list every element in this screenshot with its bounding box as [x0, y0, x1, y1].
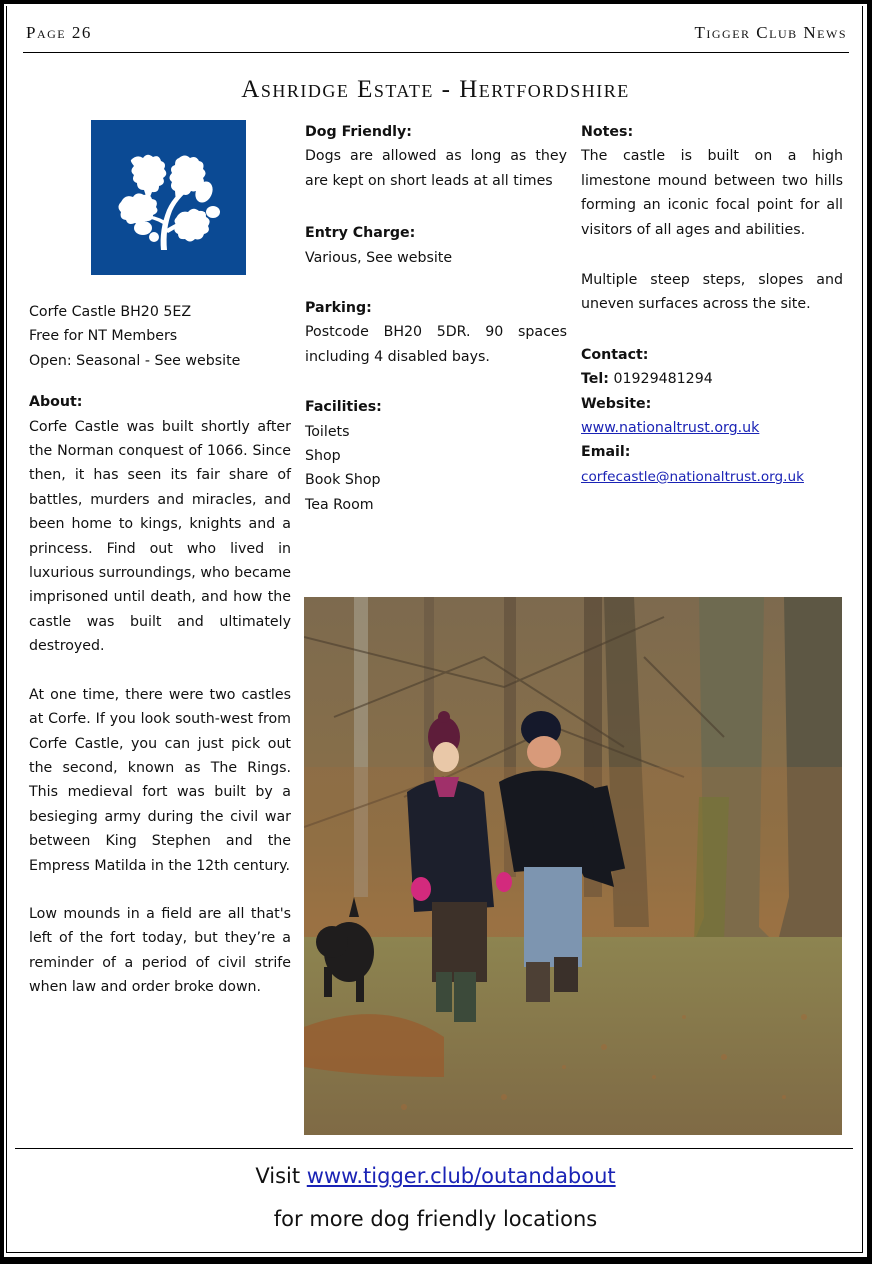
- woodland-photo-illustration: [304, 597, 842, 1135]
- facilities-heading: Facilities:: [305, 399, 382, 416]
- facility-item: Shop: [305, 448, 341, 465]
- footer-visit-line: [4, 1164, 867, 1188]
- entry-charge-heading: Entry Charge:: [305, 225, 416, 242]
- website-link[interactable]: www.nationaltrust.org.uk: [581, 420, 760, 437]
- facility-item: Tea Room: [305, 496, 374, 513]
- notes-paragraph: The castle is built on a high limestone mound between two hills forming an iconic focal point for all visitors of all ages and abilities.: [581, 148, 843, 238]
- price-info: Free for NT Members: [29, 328, 178, 345]
- dog-friendly-text: Dogs are allowed as long as they are kept on short leads at all times: [305, 148, 567, 189]
- about-heading: About:: [29, 394, 83, 411]
- email-link[interactable]: corfecastle@nationaltrust.org.uk: [581, 468, 804, 485]
- header-divider: [23, 52, 849, 53]
- tel-number: 01929481294: [613, 371, 713, 388]
- tigger-club-link[interactable]: www.tigger.club/outandabout: [306, 1164, 616, 1188]
- dog-friendly-heading: Dog Friendly:: [305, 124, 412, 140]
- parking-text: Postcode BH20 5DR. 90 spaces including 4 disabled bays.: [305, 324, 567, 365]
- right-column: [581, 120, 843, 489]
- notes-heading: Notes:: [581, 124, 634, 140]
- notes-paragraph: Multiple steep steps, slopes and uneven surfaces across the site.: [581, 272, 843, 313]
- about-paragraph: At one time, there were two castles at Corfe. If you look south-west from Corfe Castle, you can just pick out the second, known as The Rings. This medieval fort was built by a besieging army during the civil war between King Stephen and the Empress Matilda in the 12th century.: [29, 686, 291, 874]
- photo-couple-walking-dog: [304, 597, 842, 1135]
- contact-heading: Contact:: [581, 346, 649, 363]
- tel-line: [581, 367, 843, 391]
- page-number: Page 26: [26, 23, 92, 42]
- facility-item: Toilets: [305, 423, 350, 440]
- oak-leaf-icon: [91, 120, 246, 275]
- footer-tagline: for more dog friendly locations: [273, 1207, 598, 1231]
- address: Corfe Castle BH20 5EZ: [29, 304, 192, 320]
- visit-prefix: Visit: [255, 1164, 307, 1188]
- entry-charge-text: Various, See website: [305, 249, 453, 266]
- website-label: Website:: [581, 395, 652, 412]
- left-column: [29, 300, 291, 1000]
- parking-heading: Parking:: [305, 300, 372, 317]
- about-paragraph: Low mounds in a field are all that's left of the fort today, but they’re a reminder of a period of civil strife when law and order broke down.: [29, 905, 291, 996]
- middle-column: [305, 120, 567, 517]
- publication-name: Tigger Club News: [694, 23, 847, 42]
- footer-divider: [15, 1148, 853, 1149]
- email-label: Email:: [581, 444, 631, 461]
- page-title: Ashridge Estate - Hertfordshire: [241, 76, 630, 103]
- about-paragraph: Corfe Castle was built shortly after the Norman conquest of 1066. Since then, it has seen its fair share of battles, murders and miracles, and been home to kings, knights and a princess. Find out who lived in luxurious surroundings, who became imprisoned until death, and how the castle was built and ultimately destroyed.: [29, 418, 291, 655]
- tel-label: Tel:: [581, 371, 609, 388]
- national-trust-logo: [91, 120, 246, 275]
- facility-item: Book Shop: [305, 472, 381, 489]
- newsletter-page: [4, 4, 867, 1257]
- opening-info: Open: Seasonal - See website: [29, 352, 241, 369]
